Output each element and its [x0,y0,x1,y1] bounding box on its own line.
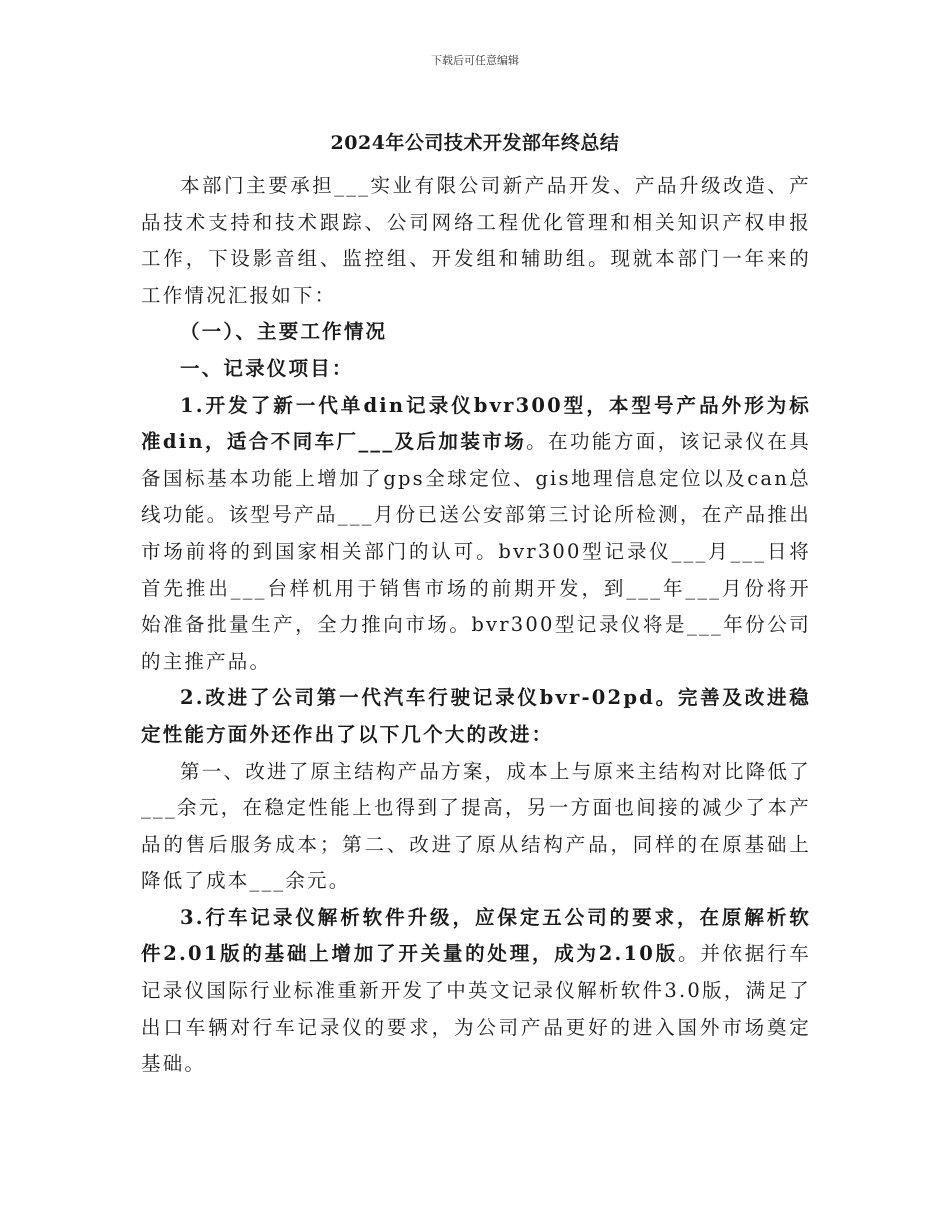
item-1-text: 。在功能方面，该记录仪在具备国标基本功能上增加了gps全球定位、gis地理信息定位以及can总线功能。该型号产品___月份已送公安部第三讨论所检测，在产品推出市场前将的到国家相关部门的认可。bvr300型记录仪___月___日将首先推出___台样机用于销售市场的前期开发，到___年___月份将开始准备批量生产，全力推向市场。bvr300型记录仪将是___年份公司的主推产品。 [141,430,811,673]
item-3-paragraph [141,900,811,1083]
item-1-paragraph [141,388,811,681]
subsection-heading: 一、记录仪项目： [180,356,354,380]
item-3-bold-text: 3.行车记录仪解析软件升级，应保定五公司的要求，在原解析软件2.01版的基础上增加了开关量的处理，成为2.10版 [141,905,811,966]
intro-paragraph: 本部门主要承担___实业有限公司新产品开发、产品升级改造、产品技术支持和技术跟踪、公司网络工程优化管理和相关知识产权申报工作，下设影音组、监控组、开发组和辅助组。现就本部门一年来的工作情况汇报如下： [141,174,811,307]
item-2-heading: 2.改进了公司第一代汽车行驶记录仪bvr-02pd。完善及改进稳定性能方面外还作出了以下几个大的改进： [141,686,811,746]
item-2-detail-paragraph: 第一、改进了原主结构产品方案，成本上与原来主结构对比降低了___余元，在稳定性能上也得到了提高，另一方面也间接的减少了本产品的售后服务成本；第二、改进了原从结构产品，同样的在原基础上降低了成本___余元。 [141,759,811,893]
page-header: 下载后可任意编辑 [431,54,519,67]
section-heading: （一）、主要工作情况 [180,320,388,344]
document-title: 2024年公司技术开发部年终总结 [330,132,620,154]
item-3-text: 。并依据行车记录仪国际行业标准重新开发了中英文记录仪解析软件3.0版，满足了出口车辆对行车记录仪的要求，为公司产品更好的进入国外市场奠定基础。 [141,942,812,1076]
item-1-bold-text: 1.开发了新一代单din记录仪bvr300型，本型号产品外形为标准din，适合不同车厂___及后加装市场 [141,393,811,454]
document-body [141,168,811,1083]
